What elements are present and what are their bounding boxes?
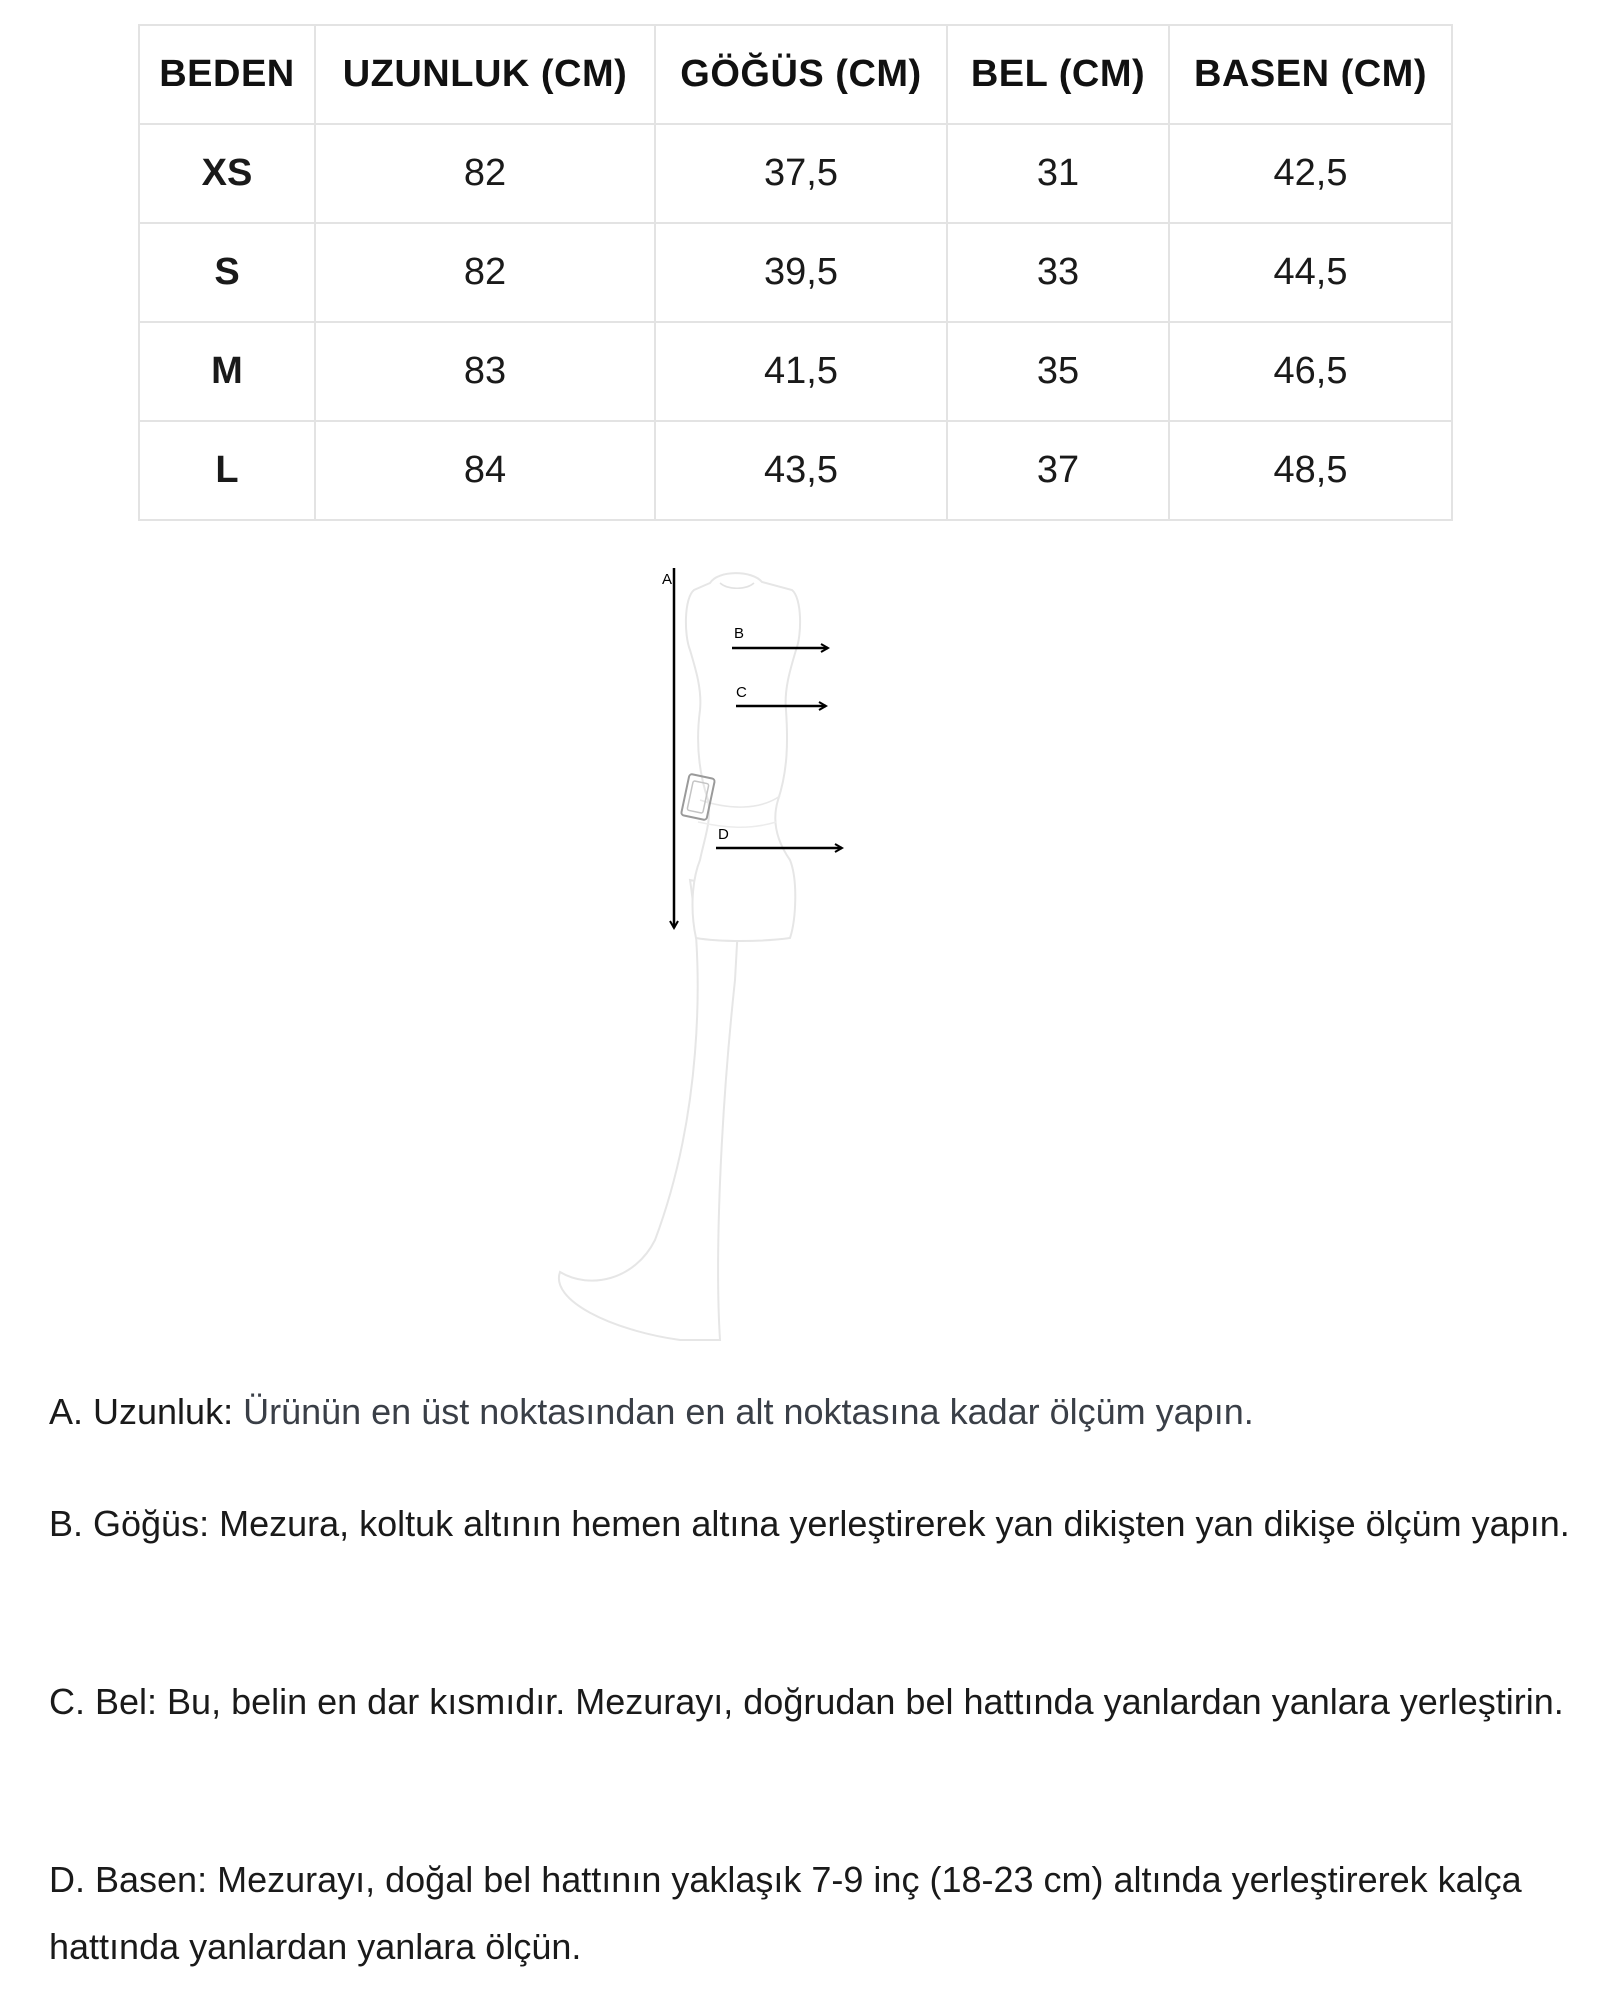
description-waist: C. Bel: Bu, belin en dar kısmıdır. Mezurayı, doğrudan bel hattında yanlardan yanlara yerleştirin. — [49, 1681, 1564, 1722]
description-chest: B. Göğüs: Mezura, koltuk altının hemen altına yerleştirerek yan dikişten yan dikişe ölçüm yapın. — [49, 1503, 1570, 1544]
label-a: A — [662, 571, 673, 588]
header-beden: BEDEN — [139, 25, 315, 124]
size-cell: L — [139, 421, 315, 520]
header-basen: BASEN (CM) — [1169, 25, 1452, 124]
table-row — [139, 421, 1452, 520]
description-length-title: A. Uzunluk: — [49, 1391, 234, 1432]
bel-cell: 33 — [947, 223, 1169, 322]
label-c: C — [736, 684, 747, 701]
size-chart-table — [138, 24, 1453, 521]
gogus-cell: 41,5 — [655, 322, 947, 421]
description-length — [49, 1378, 1579, 1445]
uzunluk-cell: 82 — [315, 124, 655, 223]
size-cell: M — [139, 322, 315, 421]
dress-measurement-diagram — [540, 560, 960, 1360]
table-header-row — [139, 25, 1452, 124]
uzunluk-cell: 83 — [315, 322, 655, 421]
basen-cell: 44,5 — [1169, 223, 1452, 322]
gogus-cell: 43,5 — [655, 421, 947, 520]
uzunluk-cell: 82 — [315, 223, 655, 322]
description-hip: D. Basen: Mezurayı, doğal bel hattının yaklaşık 7-9 inç (18-23 cm) altında yerleştirerek kalça hattında yanlardan yanlara ölçün. — [49, 1859, 1522, 1967]
header-bel: BEL (CM) — [947, 25, 1169, 124]
table-row — [139, 223, 1452, 322]
table-row — [139, 322, 1452, 421]
basen-cell: 46,5 — [1169, 322, 1452, 421]
dress-illustration — [559, 573, 800, 1340]
uzunluk-cell: 84 — [315, 421, 655, 520]
description-length-text: Ürünün en üst noktasından en alt noktasına kadar ölçüm yapın. — [233, 1391, 1254, 1432]
header-gogus: GÖĞÜS (CM) — [655, 25, 947, 124]
size-cell: XS — [139, 124, 315, 223]
bel-cell: 35 — [947, 322, 1169, 421]
label-d: D — [718, 826, 729, 843]
size-cell: S — [139, 223, 315, 322]
label-b: B — [734, 625, 745, 642]
basen-cell: 42,5 — [1169, 124, 1452, 223]
header-uzunluk: UZUNLUK (CM) — [315, 25, 655, 124]
gogus-cell: 39,5 — [655, 223, 947, 322]
gogus-cell: 37,5 — [655, 124, 947, 223]
bel-cell: 37 — [947, 421, 1169, 520]
bel-cell: 31 — [947, 124, 1169, 223]
table-row — [139, 124, 1452, 223]
basen-cell: 48,5 — [1169, 421, 1452, 520]
